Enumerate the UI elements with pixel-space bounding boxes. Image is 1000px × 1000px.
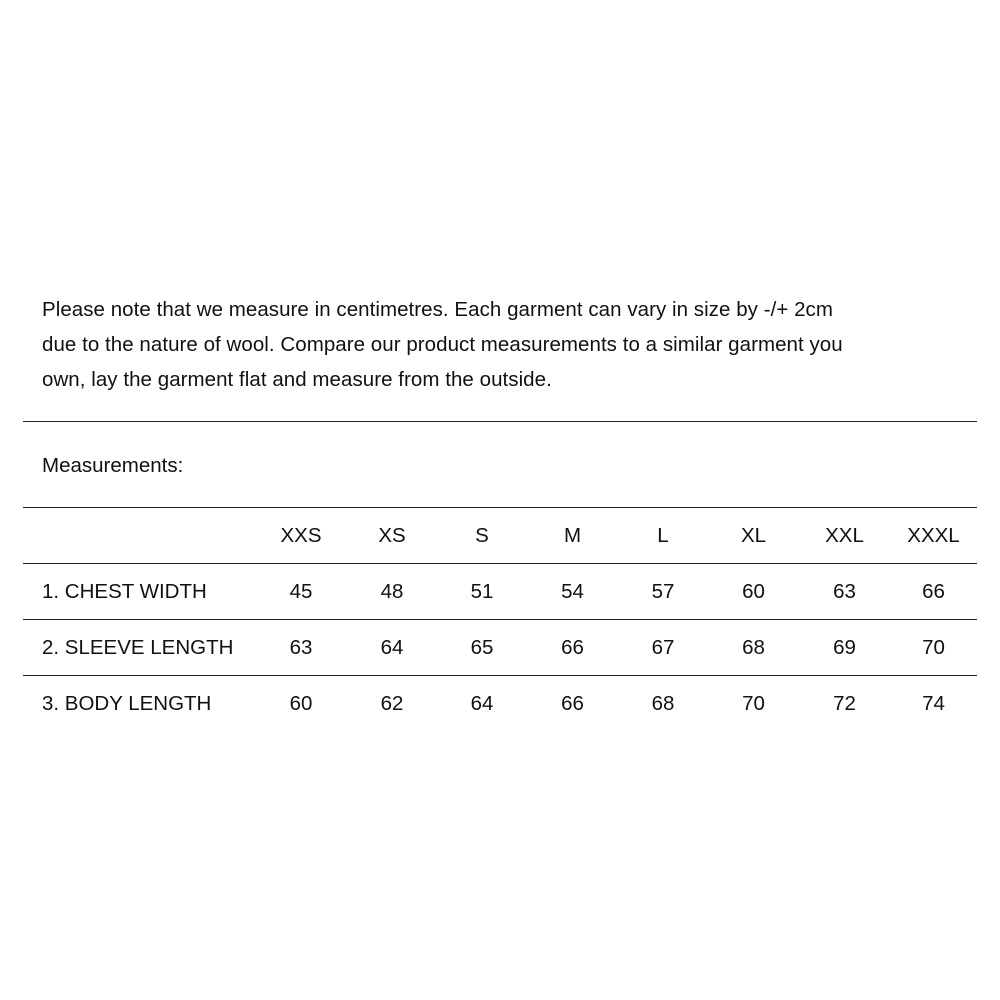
size-header: XS (378, 523, 406, 547)
measurement-value: 60 (289, 691, 313, 715)
measurement-value: 68 (742, 635, 765, 659)
measurement-value: 64 (470, 691, 494, 715)
row-label: 1. CHEST WIDTH (42, 579, 207, 603)
measurement-value: 62 (380, 691, 404, 715)
table-row (23, 620, 977, 676)
measurement-value: 57 (651, 579, 675, 603)
size-header: M (563, 523, 582, 547)
measurement-value: 48 (380, 579, 404, 603)
measurement-value: 69 (833, 635, 856, 659)
measurement-value: 67 (651, 635, 675, 659)
table-row (23, 564, 977, 620)
note-line: Please note that we measure in centimetres. Each garment can vary in size by -/+ 2cm (42, 298, 833, 321)
table-row (23, 676, 977, 732)
measurement-value: 70 (742, 691, 765, 715)
measurement-value: 70 (922, 635, 945, 659)
measurement-value: 66 (922, 579, 945, 603)
measurement-value: 64 (380, 635, 404, 659)
size-header: XXL (825, 523, 864, 547)
measurement-value: 66 (561, 691, 584, 715)
measurement-value: 51 (470, 579, 494, 603)
measurement-value: 72 (833, 691, 856, 715)
header-corner-cell (23, 508, 255, 564)
row-label: 3. BODY LENGTH (42, 691, 212, 715)
size-header-row (23, 508, 977, 564)
divider (23, 421, 977, 422)
measurement-value: 68 (651, 691, 675, 715)
note-line: own, lay the garment flat and measure from the outside. (42, 368, 552, 391)
measurement-value: 63 (833, 579, 856, 603)
measurement-value: 54 (561, 579, 584, 603)
measurement-value: 63 (289, 635, 313, 659)
section-label: Measurements: (42, 454, 184, 477)
size-header: XL (740, 523, 767, 547)
measurement-value: 74 (922, 691, 945, 715)
note-line: due to the nature of wool. Compare our product measurements to a similar garment you (42, 333, 843, 356)
measurement-value: 65 (470, 635, 494, 659)
measurement-value: 66 (561, 635, 584, 659)
row-label: 2. SLEEVE LENGTH (42, 635, 234, 659)
measurement-note (42, 292, 972, 397)
size-header: XXS (280, 523, 322, 547)
measurement-value: 60 (742, 579, 765, 603)
size-chart-table (23, 508, 977, 731)
size-header: L (657, 523, 669, 547)
size-header: S (475, 523, 489, 547)
size-header: XXXL (907, 523, 960, 547)
measurement-value: 45 (289, 579, 313, 603)
